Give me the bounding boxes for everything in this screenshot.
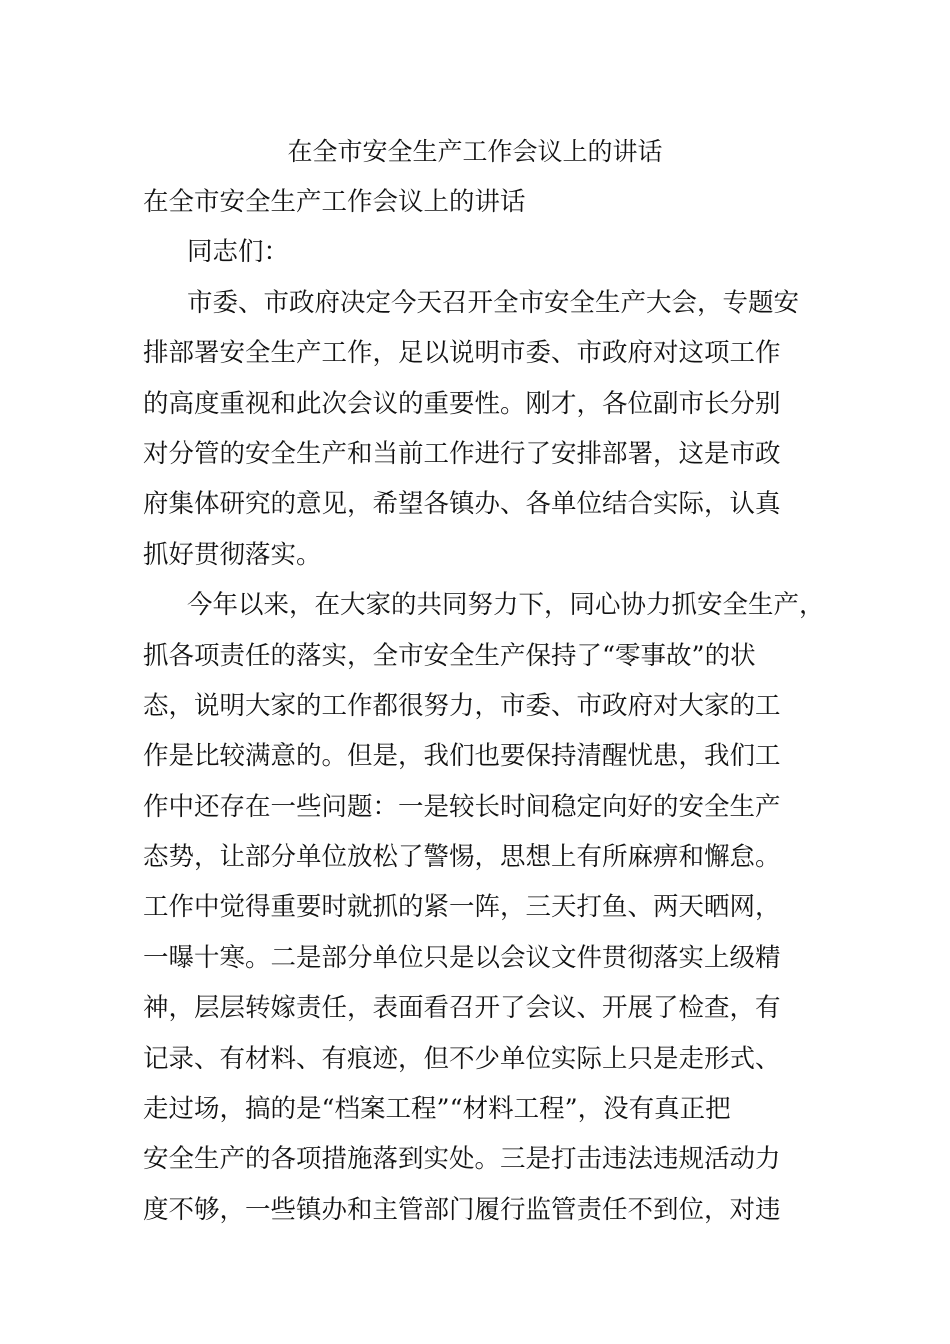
paragraph-line: 记录、有材料、有痕迹，但不少单位实际上只是走形式、	[143, 1043, 781, 1074]
paragraph-line: 排部署安全生产工作，足以说明市委、市政府对这项工作	[143, 338, 781, 369]
document-body	[143, 182, 825, 1240]
paragraph-line: 安全生产的各项措施落到实处。三是打击违法违规活动力	[143, 1144, 781, 1175]
paragraph-line: 抓好贯彻落实。	[143, 539, 322, 570]
document-subtitle: 在全市安全生产工作会议上的讲话	[143, 187, 526, 217]
paragraph-line: 作是比较满意的。但是，我们也要保持清醒忧患，我们工	[143, 741, 781, 772]
paragraph-line: 态，说明大家的工作都很努力，市委、市政府对大家的工	[143, 690, 781, 721]
paragraph-line: 抓各项责任的落实，全市安全生产保持了“零事故”的状	[143, 640, 756, 671]
paragraph-line: 对分管的安全生产和当前工作进行了安排部署，这是市政	[143, 438, 781, 469]
paragraph-line: 今年以来，在大家的共同努力下，同心协力抓安全生产，	[187, 590, 825, 621]
paragraph-line: 一曝十寒。二是部分单位只是以会议文件贯彻落实上级精	[143, 942, 781, 973]
paragraph-line: 度不够，一些镇办和主管部门履行监管责任不到位，对违	[143, 1194, 781, 1225]
paragraph-line: 市委、市政府决定今天召开全市安全生产大会，专题安	[187, 287, 800, 318]
paragraph-2	[143, 585, 825, 1240]
paragraph-line: 的高度重视和此次会议的重要性。刚才，各位副市长分别	[143, 388, 781, 419]
paragraph-1	[143, 283, 808, 585]
greeting: 同志们：	[187, 237, 290, 268]
paragraph-line: 府集体研究的意见，希望各镇办、各单位结合实际，认真	[143, 489, 781, 520]
paragraph-line: 作中还存在一些问题：一是较长时间稳定向好的安全生产	[143, 791, 781, 822]
paragraph-line: 神，层层转嫁责任，表面看召开了会议、开展了检查，有	[143, 993, 781, 1024]
paragraph-line: 态势，让部分单位放松了警惕，思想上有所麻痹和懈怠。	[143, 842, 781, 873]
paragraph-line: 工作中觉得重要时就抓的紧一阵，三天打鱼、两天晒网，	[143, 892, 781, 923]
document-title: 在全市安全生产工作会议上的讲话	[287, 137, 663, 166]
paragraph-line: 走过场，搞的是“档案工程”“材料工程”，没有真正把	[143, 1094, 731, 1125]
